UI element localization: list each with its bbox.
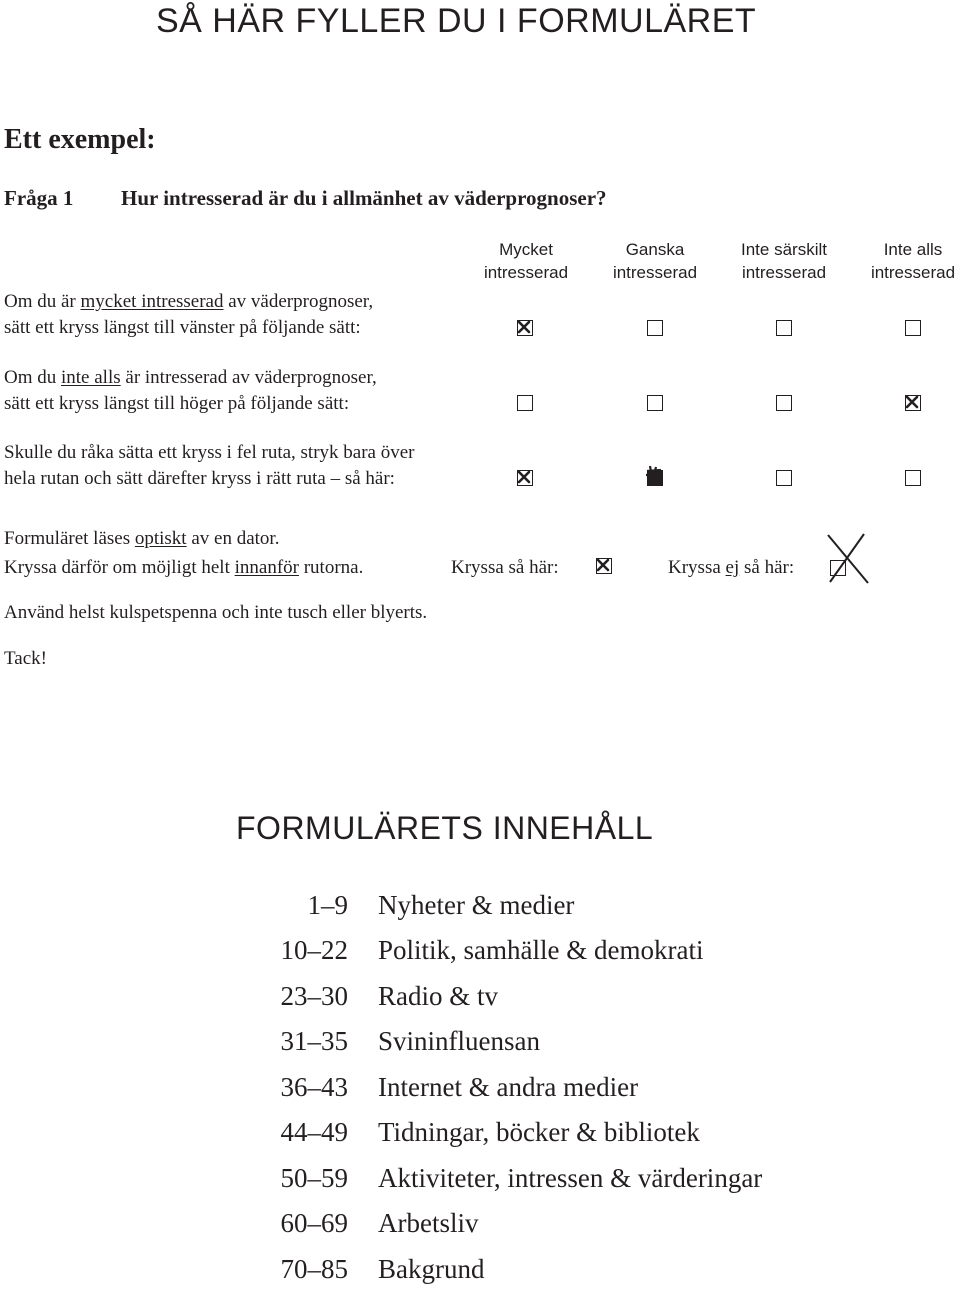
contents-row — [0, 1163, 960, 1203]
question-label: Fråga 1 — [4, 186, 74, 210]
checkbox — [596, 558, 612, 574]
checkbox[interactable] — [517, 395, 533, 411]
example-row-1-text — [4, 289, 373, 341]
column-header-line2: intresserad — [483, 263, 569, 282]
cross-mark-icon — [595, 557, 611, 573]
wrong-cross-icon — [822, 531, 872, 585]
instruction-line-1: Formuläret läses optiskt av en dator. — [4, 528, 280, 549]
example-row-line2: hela rutan och sätt därefter kryss i rätt ruta – så här: — [4, 468, 395, 489]
contents-range: 50–59 — [280, 1163, 348, 1193]
contents-row — [0, 981, 960, 1021]
cross-mark-icon — [516, 319, 532, 335]
struck-box-icon — [646, 469, 662, 485]
pen-instruction: Använd helst kulspetspenna och inte tusch eller blyerts. — [4, 602, 428, 623]
contents-range: 36–43 — [280, 1072, 348, 1102]
column-header-inte-sarskilt — [724, 238, 844, 284]
column-header-line2: intresserad — [741, 263, 827, 282]
contents-row — [0, 890, 960, 930]
question-text: Hur intresserad är du i allmänhet av väderprognoser? — [121, 186, 607, 210]
column-header-line1: Inte särskilt — [741, 240, 827, 259]
contents-range: 44–49 — [280, 1117, 348, 1147]
contents-title: Politik, samhälle & demokrati — [378, 935, 704, 965]
example-row-line1: Om du inte alls är intresserad av väderprognoser, — [4, 367, 377, 388]
thanks-text: Tack! — [4, 648, 47, 669]
checkbox[interactable] — [905, 320, 921, 336]
contents-title: Svininfluensan — [378, 1026, 540, 1056]
do-mark-label: Kryssa så här: — [451, 557, 559, 578]
contents-range: 10–22 — [280, 935, 348, 965]
column-header-inte-alls — [853, 238, 960, 284]
contents-heading: FORMULÄRETS INNEHÅLL — [236, 810, 654, 846]
contents-row — [0, 935, 960, 975]
checkbox[interactable] — [905, 395, 921, 411]
column-header-line2: intresserad — [612, 263, 698, 282]
checkbox[interactable] — [517, 470, 533, 486]
contents-range: 23–30 — [280, 981, 348, 1011]
instruction-line-2: Kryssa därför om möjligt helt innanför rutorna. — [4, 557, 364, 578]
contents-range: 70–85 — [280, 1254, 348, 1284]
contents-range: 60–69 — [280, 1208, 348, 1238]
dont-mark-label: Kryssa ej så här: — [668, 557, 795, 578]
cross-mark-icon — [516, 469, 532, 485]
column-header-line1: Mycket — [499, 240, 553, 259]
contents-row — [0, 1117, 960, 1157]
example-row-line1: Om du är mycket intresserad av väderprognoser, — [4, 291, 374, 312]
checkbox[interactable] — [776, 395, 792, 411]
column-header-line1: Inte alls — [883, 240, 943, 259]
example-row-line2: sätt ett kryss längst till höger på följande sätt: — [4, 393, 350, 414]
contents-title: Bakgrund — [378, 1254, 485, 1284]
column-header-mycket — [466, 238, 586, 284]
contents-title: Tidningar, böcker & bibliotek — [378, 1117, 700, 1147]
contents-title: Nyheter & medier — [378, 890, 575, 920]
example-row-2-text — [4, 365, 377, 417]
column-header-line2: intresserad — [870, 263, 956, 282]
contents-title: Aktiviteter, intressen & värderingar — [378, 1163, 763, 1193]
cross-mark-icon — [904, 394, 920, 410]
checkbox[interactable] — [647, 470, 663, 486]
checkbox[interactable] — [776, 320, 792, 336]
checkbox[interactable] — [647, 395, 663, 411]
contents-title: Radio & tv — [378, 981, 498, 1011]
page-heading: SÅ HÄR FYLLER DU I FORMULÄRET — [156, 2, 757, 40]
contents-row — [0, 1254, 960, 1294]
example-row-line2: sätt ett kryss längst till vänster på följande sätt: — [4, 317, 361, 338]
column-header-line1: Ganska — [625, 240, 685, 259]
example-title: Ett exempel: — [4, 124, 156, 155]
checkbox[interactable] — [647, 320, 663, 336]
checkbox[interactable] — [905, 470, 921, 486]
contents-row — [0, 1072, 960, 1112]
contents-title: Arbetsliv — [378, 1208, 479, 1238]
contents-row — [0, 1026, 960, 1066]
example-row-line1: Skulle du råka sätta ett kryss i fel ruta, stryk bara över — [4, 442, 415, 463]
checkbox[interactable] — [776, 470, 792, 486]
contents-row — [0, 1208, 960, 1248]
contents-range: 1–9 — [307, 890, 348, 920]
example-row-3-text — [4, 440, 415, 492]
contents-range: 31–35 — [280, 1026, 348, 1056]
checkbox[interactable] — [517, 320, 533, 336]
contents-title: Internet & andra medier — [378, 1072, 639, 1102]
column-header-ganska — [595, 238, 715, 284]
